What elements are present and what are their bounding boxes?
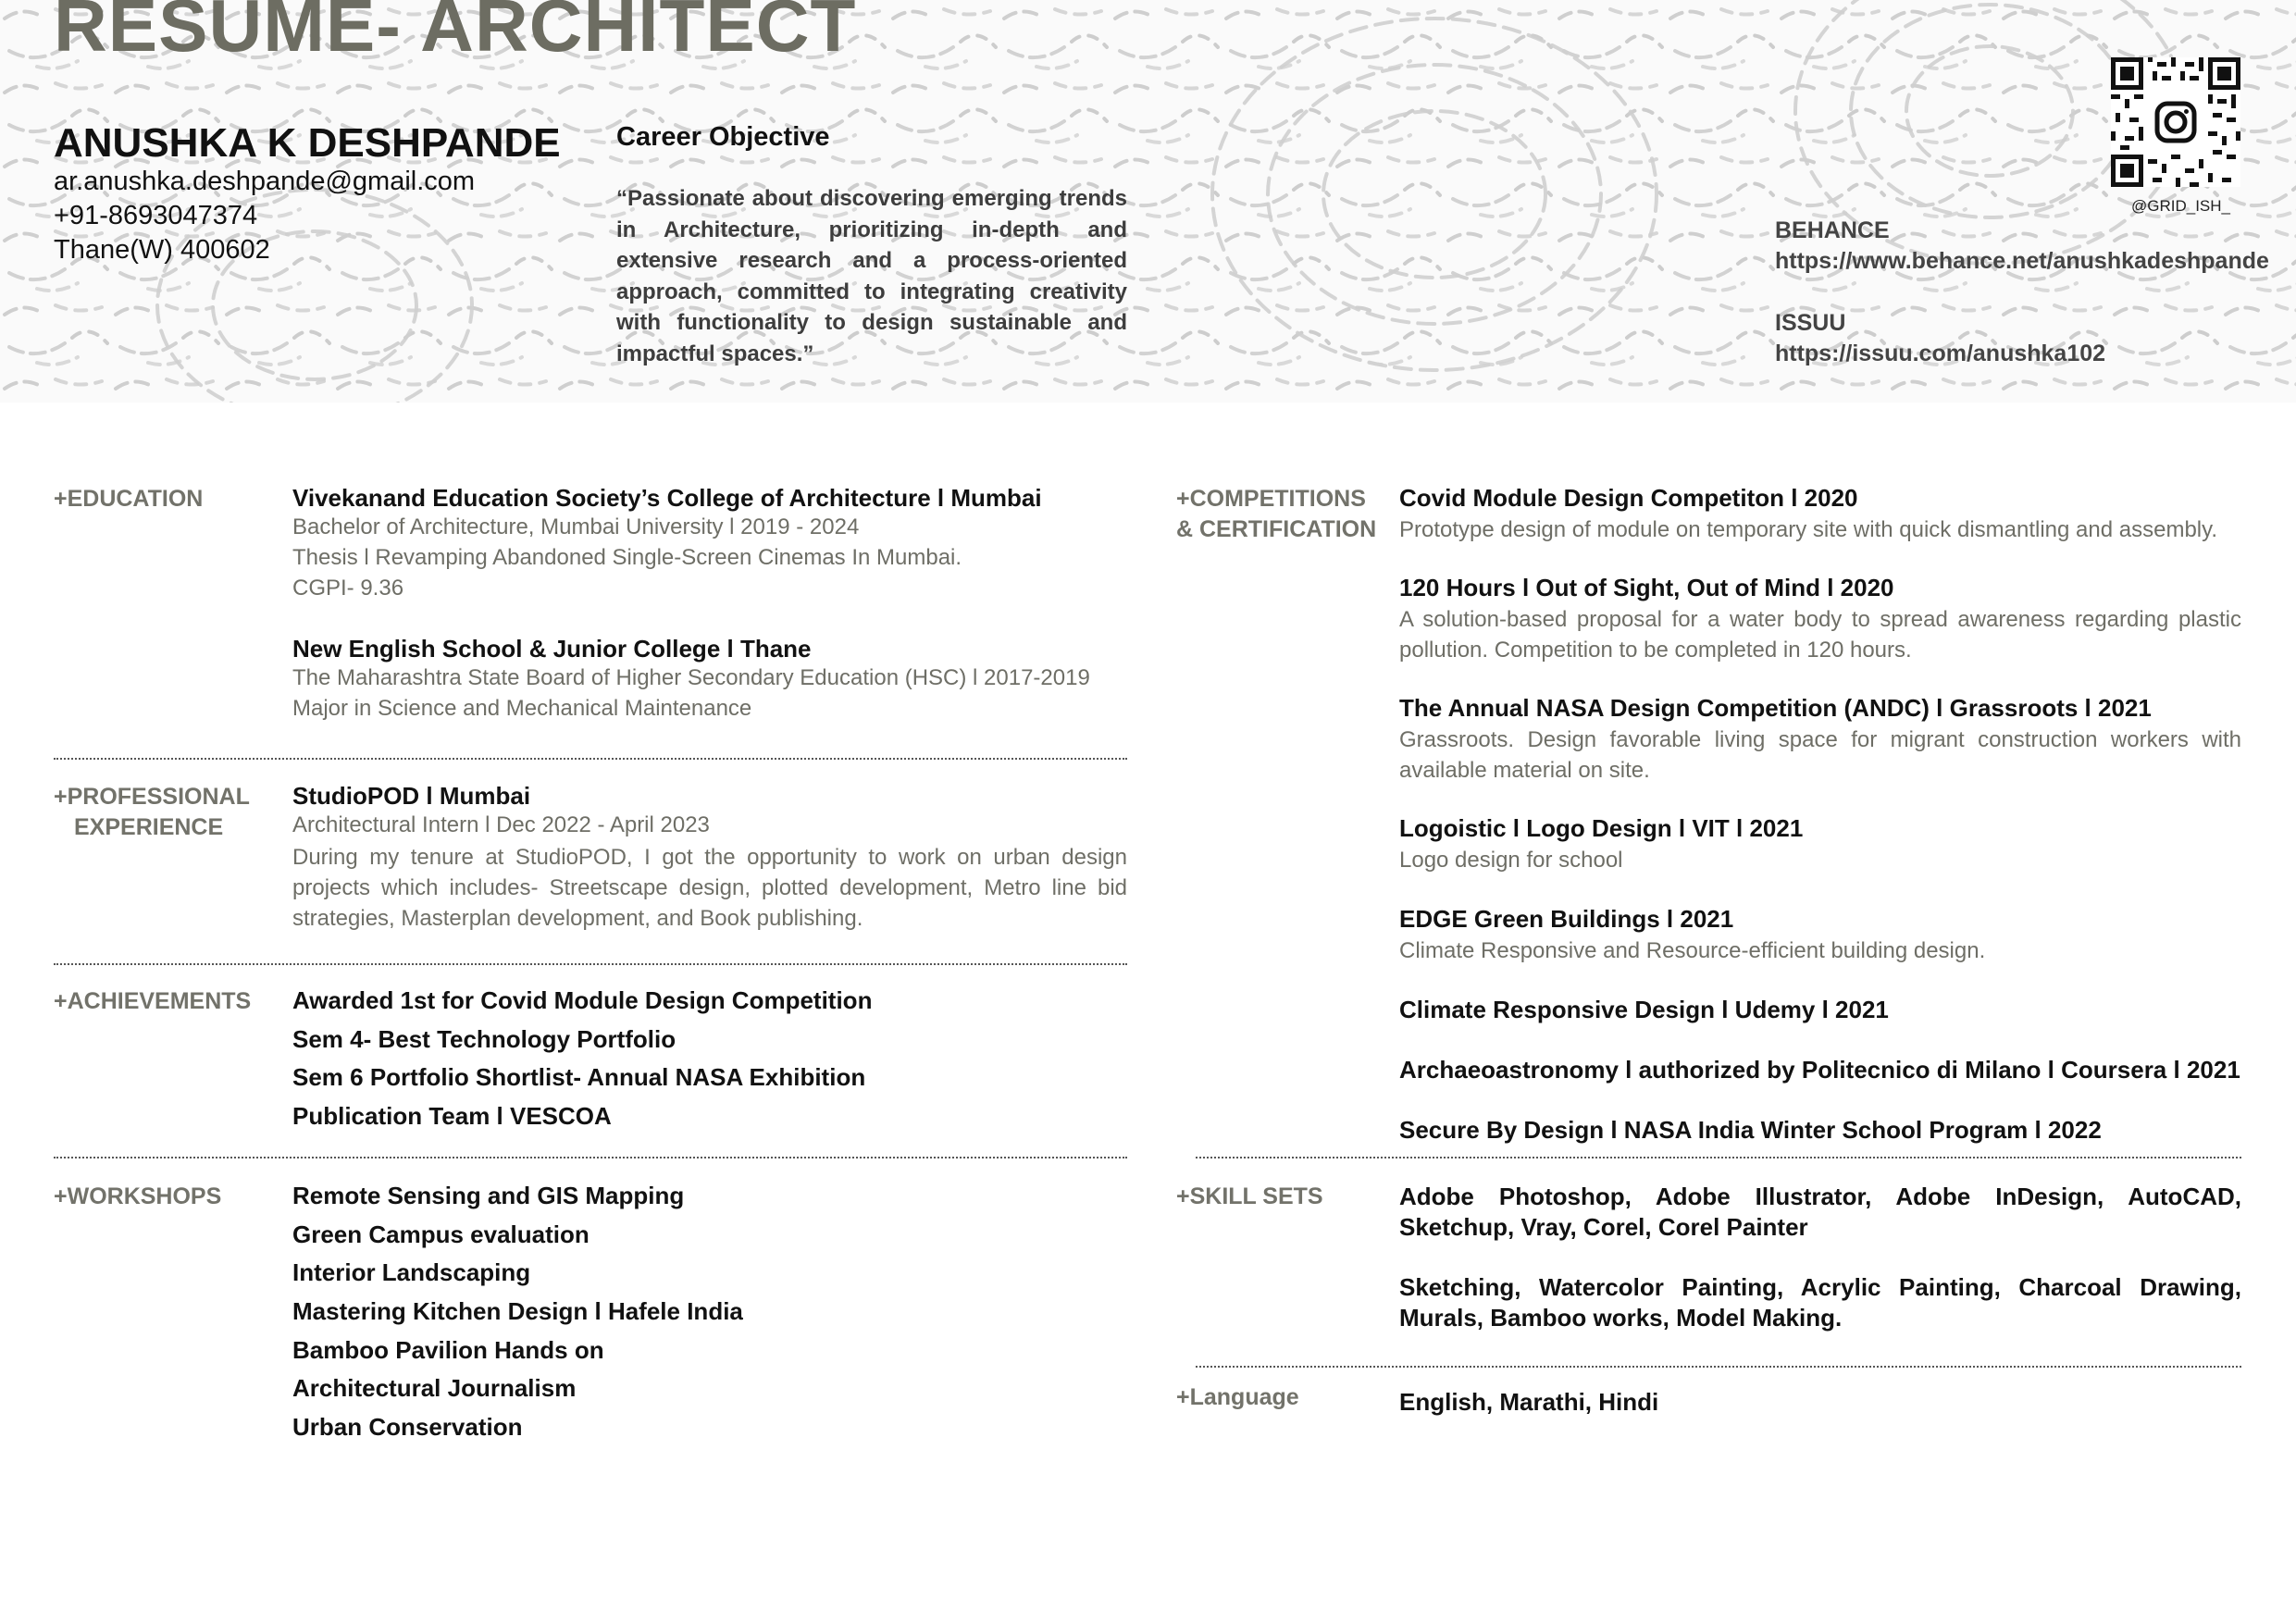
workshops-list [292, 1182, 743, 1452]
experience-label-line2: EXPERIENCE [74, 814, 224, 840]
skills-manual: Sketching, Watercolor Painting, Acrylic Painting, Charcoal Drawing, Murals, Bamboo works, Model Making. [1399, 1273, 2241, 1332]
experience-label [54, 782, 250, 843]
divider [54, 758, 1127, 760]
qr-code-icon[interactable] [2111, 57, 2240, 187]
education-1-title: Vivekanand Education Society’s College of Architecture l Mumbai [292, 484, 1042, 512]
education-1-degree: Bachelor of Architecture, Mumbai University l 2019 - 2024 [292, 514, 860, 539]
instagram-handle: @GRID_ISH_ [2131, 197, 2231, 215]
competition-2-desc: A solution-based proposal for a water body to spread awareness regarding plastic pollution. Competition to be completed in 120 hours. [1399, 607, 2241, 663]
education-2-board: The Maharashtra State Board of Higher Secondary Education (HSC) l 2017-2019 [292, 665, 1090, 690]
list-item: Interior Landscaping [292, 1258, 531, 1287]
achievements-label: +ACHIEVEMENTS [54, 988, 252, 1014]
competition-5-title: EDGE Green Buildings l 2021 [1399, 905, 1734, 933]
competition-1-desc: Prototype design of module on temporary site with quick dismantling and assembly. [1399, 517, 2218, 542]
competition-4-title: Logoistic l Logo Design l VIT l 2021 [1399, 814, 1804, 842]
list-item: Urban Conservation [292, 1413, 523, 1442]
location: Thane(W) 400602 [54, 235, 270, 265]
language-value: English, Marathi, Hindi [1399, 1388, 1659, 1416]
experience-title: StudioPOD l Mumbai [292, 782, 531, 810]
education-2-major: Major in Science and Mechanical Maintenance [292, 696, 752, 721]
divider [54, 963, 1127, 965]
competition-8-title: Secure By Design l NASA India Winter School Program l 2022 [1399, 1116, 2102, 1144]
competition-2-title: 120 Hours l Out of Sight, Out of Mind l 2020 [1399, 574, 1894, 601]
list-item: Awarded 1st for Covid Module Design Competition [292, 986, 873, 1014]
behance-link[interactable]: https://www.behance.net/anushkadeshpande [1775, 248, 2269, 274]
list-item: Architectural Journalism [292, 1374, 577, 1403]
competition-6-title: Climate Responsive Design l Udemy l 2021 [1399, 996, 1889, 1023]
education-2-title: New English School & Junior College l Thane [292, 635, 812, 663]
competition-3-title: The Annual NASA Design Competition (ANDC) l Grassroots l 2021 [1399, 694, 2152, 722]
email-address[interactable]: ar.anushka.deshpande@gmail.com [54, 167, 476, 196]
experience-role: Architectural Intern l Dec 2022 - April 2023 [292, 812, 710, 837]
language-label: +Language [1176, 1384, 1299, 1410]
document-title: RESUME- ARCHITECT [54, 0, 857, 67]
list-item: Green Campus evaluation [292, 1220, 590, 1248]
competition-5-desc: Climate Responsive and Resource-efficient building design. [1399, 938, 1986, 963]
competition-3-desc: Grassroots. Design favorable living space for migrant construction workers with available material on site. [1399, 727, 2241, 783]
skills-label: +SKILL SETS [1176, 1183, 1323, 1209]
experience-description: During my tenure at StudioPOD, I got the opportunity to work on urban design projects which includes- Streetscape design, plotted development, Metro line bid strategies, Masterplan development, and Book publishing. [292, 845, 1127, 931]
phone-number[interactable]: +91-8693047374 [54, 201, 258, 230]
competition-4-desc: Logo design for school [1399, 848, 1623, 873]
career-objective-text: “Passionate about discovering emerging trends in Architecture, prioritizing in-depth and extensive research and a process-oriented approach, committed to integrating creativity with functionality to design sustainable and impactful spaces.” [616, 186, 1127, 366]
list-item: Sem 6 Portfolio Shortlist- Annual NASA Exhibition [292, 1063, 866, 1091]
list-item: Remote Sensing and GIS Mapping [292, 1182, 685, 1209]
competition-1-title: Covid Module Design Competiton l 2020 [1399, 484, 1858, 512]
behance-label: BEHANCE [1775, 217, 1890, 243]
workshops-label: +WORKSHOPS [54, 1183, 222, 1209]
competitions-label-line1: +COMPETITIONS [1176, 486, 1366, 512]
divider [1196, 1157, 2241, 1158]
education-1-cgpi: CGPI- 9.36 [292, 576, 404, 601]
competition-7-title: Archaeoastronomy l authorized by Politecnico di Milano l Coursera l 2021 [1399, 1056, 2240, 1084]
divider [1196, 1366, 2241, 1368]
divider [54, 1157, 1127, 1158]
education-1-thesis: Thesis l Revamping Abandoned Single-Screen Cinemas In Mumbai. [292, 545, 962, 570]
education-label: +EDUCATION [54, 486, 204, 512]
list-item: Publication Team l VESCOA [292, 1101, 612, 1130]
candidate-name: ANUSHKA K DESHPANDE [54, 120, 561, 166]
issuu-label: ISSUU [1775, 310, 1846, 336]
competitions-label [1176, 484, 1376, 545]
list-item: Mastering Kitchen Design l Hafele India [292, 1297, 743, 1326]
experience-label-line1: +PROFESSIONAL [54, 784, 250, 810]
list-item: Bamboo Pavilion Hands on [292, 1335, 604, 1364]
skills-software: Adobe Photoshop, Adobe Illustrator, Adobe InDesign, AutoCAD, Sketchup, Vray, Corel, Corel Painter [1399, 1183, 2241, 1241]
achievements-list [292, 986, 872, 1140]
list-item: Sem 4- Best Technology Portfolio [292, 1024, 676, 1053]
career-objective-heading: Career Objective [616, 122, 830, 152]
competitions-label-line2: & CERTIFICATION [1176, 516, 1377, 542]
issuu-link[interactable]: https://issuu.com/anushka102 [1775, 341, 2106, 366]
